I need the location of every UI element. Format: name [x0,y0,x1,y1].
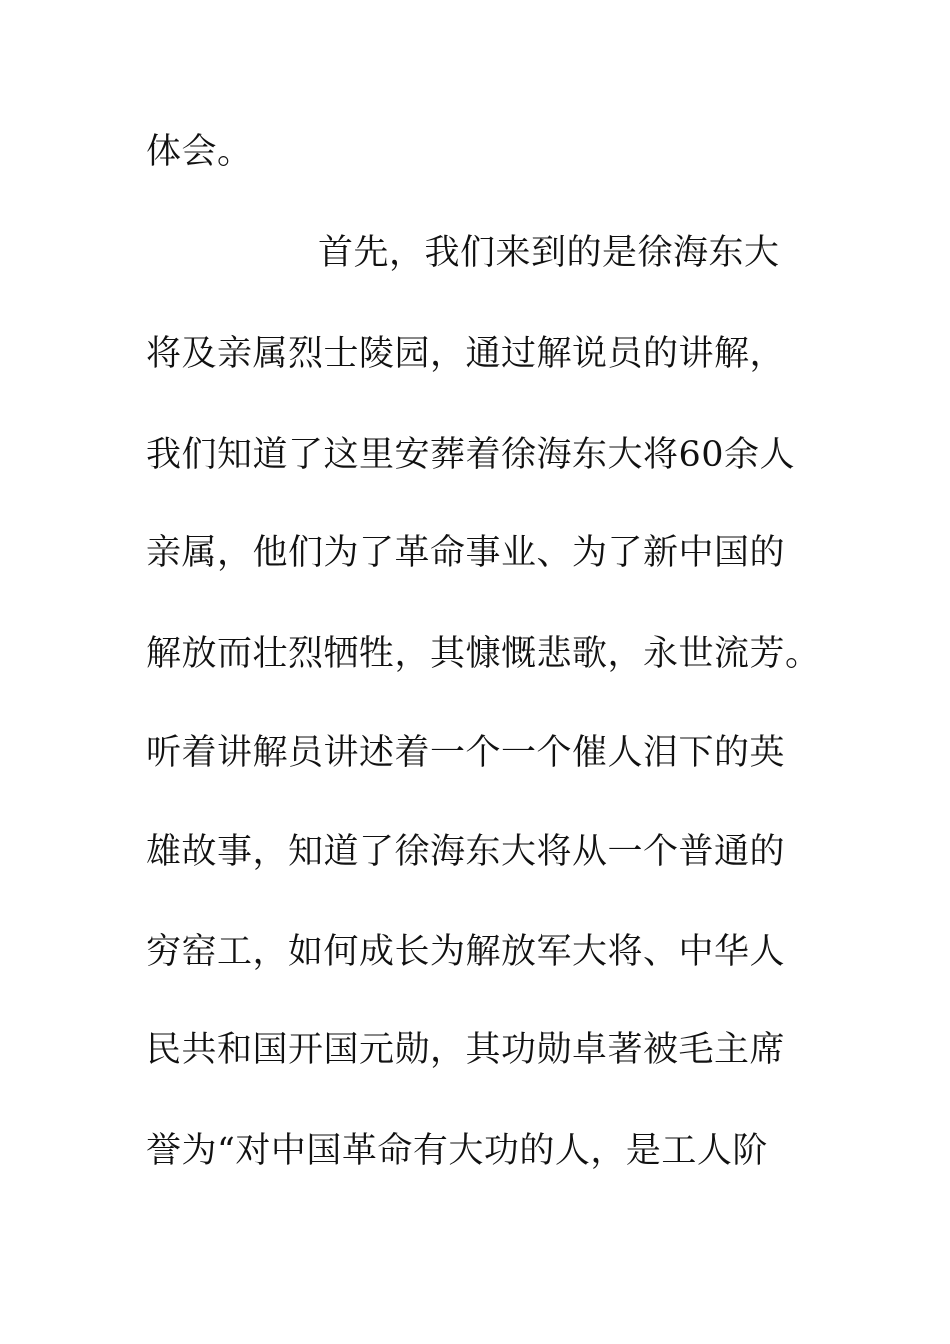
text-line: 亲属，他们为了革命事业、为了新中国的 [146,533,786,573]
paragraph-start-line: 首先，我们来到的是徐海东大 [318,233,780,273]
text-line: 我们知道了这里安葬着徐海东大将60余人 [146,435,796,475]
text-line: 解放而壮烈牺牲，其慷慨悲歌，永世流芳。 [146,634,821,674]
text-line: 将及亲属烈士陵园，通过解说员的讲解， [146,334,786,374]
text-line: 体会。 [146,132,253,172]
text-line: 誉为“对中国革命有大功的人，是工人阶 [146,1131,768,1171]
text-line: 雄故事，知道了徐海东大将从一个普通的 [146,832,786,872]
text-line: 穷窑工，如何成长为解放军大将、中华人 [146,932,786,972]
text-line: 听着讲解员讲述着一个一个催人泪下的英 [146,733,786,773]
text-line: 民共和国开国元勋，其功勋卓著被毛主席 [146,1030,786,1070]
